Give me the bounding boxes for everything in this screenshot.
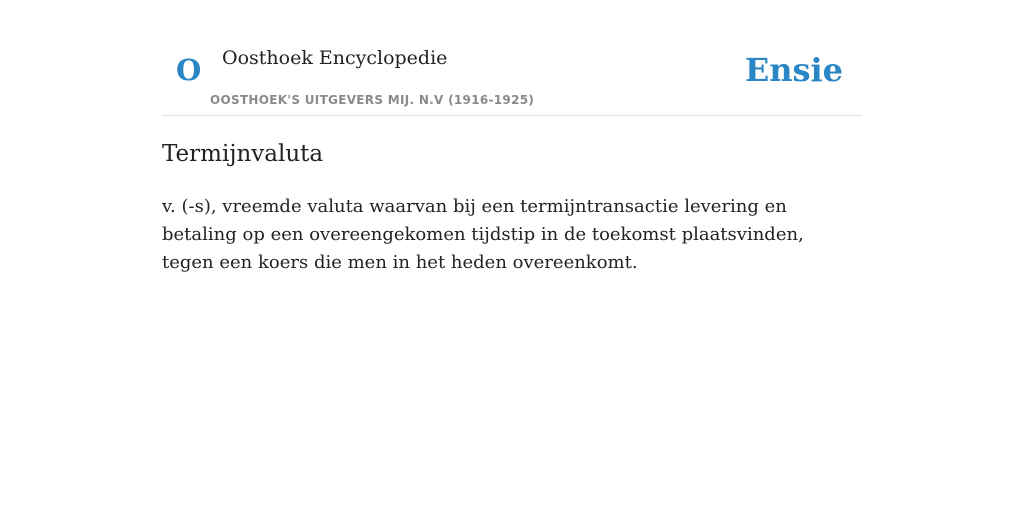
- oosthoek-logo[interactable]: O: [176, 53, 202, 87]
- site-header: [162, 40, 862, 116]
- entry-definition: v. (-s), vreemde valuta waarvan bij een termijntransactie levering en betaling op een overeengekomen tijdstip in de toekomst plaatsvinden, tegen een koers die men in het heden overeenkomt.: [162, 196, 804, 273]
- site-title[interactable]: Oosthoek Encyclopedie: [222, 47, 448, 69]
- entry-title: Termijnvaluta: [162, 141, 324, 167]
- ensie-logo-link[interactable]: Ensie: [744, 51, 843, 89]
- publisher-subtitle: OOSTHOEK'S UITGEVERS MIJ. N.V (1916-1925): [210, 93, 535, 107]
- article: [162, 138, 852, 277]
